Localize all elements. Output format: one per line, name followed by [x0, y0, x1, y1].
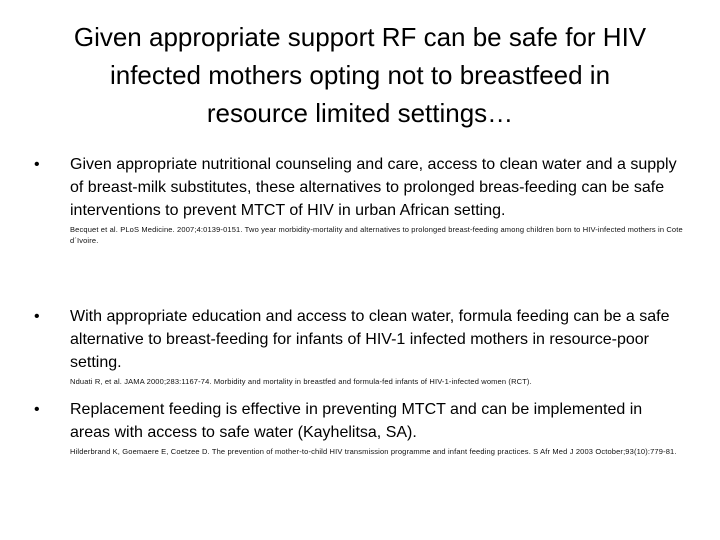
citation: Becquet et al. PLoS Medicine. 2007;4:0139-0151. Two year morbidity-mortality and alternatives to prolonged breast-feeding among children born to HIV-infected mothers in Cote d´Ivoire.	[70, 225, 683, 245]
title-line: Given appropriate support RF can be safe for HIV	[73, 22, 647, 52]
bullet-icon: •	[34, 308, 40, 325]
title-line: infected mothers opting not to breastfeed in	[109, 60, 611, 90]
bullet-text: Replacement feeding is effective in preventing MTCT and can be implemented in areas with access to safe water (Kayhelitsa, SA).	[70, 401, 643, 441]
citation: Nduati R, et al. JAMA 2000;283:1167-74. Morbidity and mortality in breastfed and formula-fed infants of HIV-1-infected women (RCT).	[70, 377, 532, 386]
bullet-icon: •	[34, 401, 40, 418]
title-line: resource limited settings…	[206, 98, 514, 128]
citation: Hilderbrand K, Goemaere E, Coetzee D. The prevention of mother-to-child HIV transmission programme and infant feeding practices. S Afr Med J 2003 October;93(10):779-81.	[70, 447, 677, 456]
bullet-text: Given appropriate nutritional counseling and care, access to clean water and a supply of breast-milk substitutes, these alternatives to prolonged breas-feeding can be safe interventions to prevent MTCT of HIV in urban African setting.	[70, 156, 677, 219]
bullet-item	[34, 153, 684, 246]
bullet-text: With appropriate education and access to clean water, formula feeding can be a safe alternative to breast-feeding for infants of HIV-1 infected mothers in resource-poor setting.	[70, 308, 670, 371]
bullet-icon: •	[34, 156, 40, 173]
bullet-item	[34, 305, 684, 387]
bullet-item	[34, 398, 684, 457]
